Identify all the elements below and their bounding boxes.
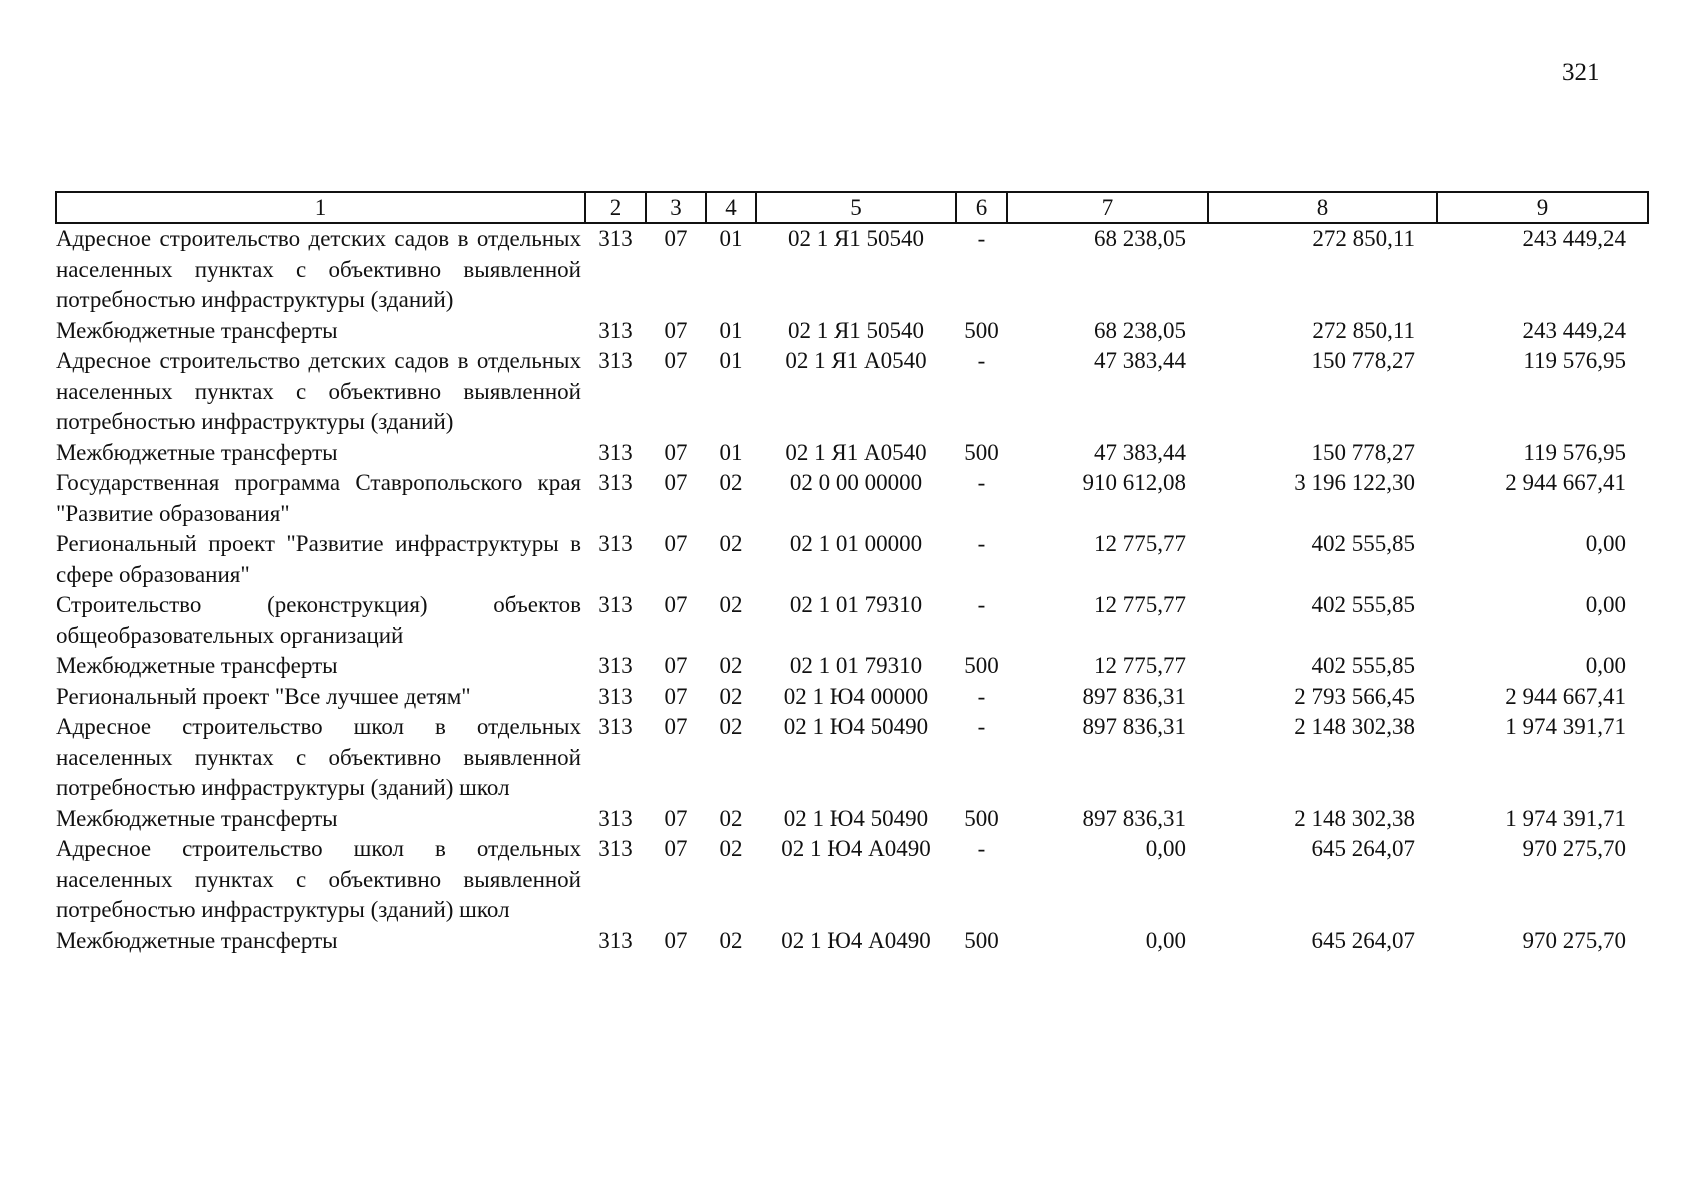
expense-type-cell: -: [977, 683, 986, 709]
target-article-cell: 02 1 Я1 50540: [787, 226, 925, 251]
amount-col9-cell: 1 974 391,71: [1505, 805, 1626, 831]
column-header: 4: [706, 192, 756, 223]
amount-col8-cell: 2 148 302,38: [1294, 805, 1415, 831]
expense-type-cell: 500: [964, 805, 999, 831]
amount-col9-cell: 2 944 667,41: [1505, 470, 1626, 495]
amount-col7-cell: 12 775,77: [1094, 653, 1186, 678]
amount-col8-cell: 2 148 302,38: [1294, 714, 1415, 739]
table-row: [56, 438, 1648, 469]
ministry-code-cell: 313: [598, 348, 633, 373]
subsection-code-cell: 02: [719, 805, 743, 831]
subsection-code-cell: 02: [719, 531, 743, 556]
amount-col7-cell: 12 775,77: [1094, 592, 1186, 617]
section-code-cell: 07: [664, 439, 688, 465]
amount-col7-cell: 897 836,31: [1082, 714, 1186, 739]
ministry-code-cell: 313: [598, 805, 633, 831]
row-name-cell: Межбюджетные трансферты: [56, 927, 338, 953]
subsection-code-cell: 01: [719, 226, 743, 251]
amount-col7-cell: 0,00: [1145, 836, 1186, 861]
ministry-code-cell: 313: [598, 653, 633, 678]
target-article-cell: 02 0 00 00000: [789, 470, 923, 495]
row-name-cell: Адресное строительство детских садов в отдельных населенных пунктах с объективно выявленной потребностью инфраструктуры (зданий): [56, 348, 581, 434]
expense-type-cell: -: [977, 836, 986, 861]
amount-col9-cell: 970 275,70: [1522, 836, 1626, 861]
ministry-code-cell: 313: [598, 531, 633, 556]
amount-col7-cell: 47 383,44: [1094, 348, 1186, 373]
amount-col8-cell: 645 264,07: [1311, 836, 1415, 861]
column-header: 2: [585, 192, 646, 223]
table-row: [56, 316, 1648, 347]
amount-col8-cell: 272 850,11: [1312, 226, 1415, 251]
table-row: [56, 529, 1648, 590]
target-article-cell: 02 1 Я1 50540: [787, 317, 925, 343]
row-name-cell: Адресное строительство детских садов в отдельных населенных пунктах с объективно выявленной потребностью инфраструктуры (зданий): [56, 226, 581, 312]
target-article-cell: 02 1 Ю4 50490: [783, 714, 929, 739]
amount-col9-cell: 1 974 391,71: [1505, 714, 1626, 739]
amount-col8-cell: 3 196 122,30: [1294, 470, 1415, 495]
row-name-cell: Адресное строительство школ в отдельных населенных пунктах с объективно выявленной потребностью инфраструктуры (зданий) школ: [56, 836, 581, 922]
amount-col7-cell: 12 775,77: [1094, 531, 1186, 556]
section-code-cell: 07: [664, 317, 688, 343]
amount-col8-cell: 402 555,85: [1311, 653, 1415, 678]
target-article-cell: 02 1 Ю4 50490: [783, 805, 929, 831]
amount-col8-cell: 645 264,07: [1311, 927, 1415, 953]
subsection-code-cell: 02: [719, 470, 743, 495]
ministry-code-cell: 313: [598, 836, 633, 861]
amount-col8-cell: 150 778,27: [1311, 348, 1415, 373]
amount-col7-cell: 68 238,05: [1094, 317, 1186, 343]
table-row: [56, 712, 1648, 804]
expense-type-cell: -: [977, 226, 986, 251]
table-row: [56, 682, 1648, 713]
subsection-code-cell: 02: [719, 683, 743, 709]
subsection-code-cell: 02: [719, 714, 743, 739]
section-code-cell: 07: [664, 653, 688, 678]
row-name-cell: Региональный проект "Развитие инфраструктуры в сфере образования": [56, 531, 581, 587]
row-name-cell: Межбюджетные трансферты: [56, 439, 338, 465]
page-number: 321: [1562, 59, 1600, 86]
expense-type-cell: 500: [964, 653, 999, 678]
table-row: [56, 346, 1648, 438]
subsection-code-cell: 02: [719, 592, 743, 617]
subsection-code-cell: 01: [719, 317, 743, 343]
table-row: [56, 468, 1648, 529]
amount-col9-cell: 243 449,24: [1522, 226, 1626, 251]
expense-type-cell: -: [977, 531, 986, 556]
subsection-code-cell: 01: [719, 439, 743, 465]
amount-col8-cell: 402 555,85: [1311, 592, 1415, 617]
ministry-code-cell: 313: [598, 683, 633, 709]
amount-col7-cell: 47 383,44: [1094, 439, 1186, 465]
expense-type-cell: -: [977, 470, 986, 495]
ministry-code-cell: 313: [598, 592, 633, 617]
target-article-cell: 02 1 Ю4 00000: [783, 683, 929, 709]
section-code-cell: 07: [664, 531, 688, 556]
amount-col9-cell: 970 275,70: [1522, 927, 1626, 953]
ministry-code-cell: 313: [598, 470, 633, 495]
target-article-cell: 02 1 01 00000: [789, 531, 923, 556]
section-code-cell: 07: [664, 683, 688, 709]
table-row: [56, 804, 1648, 835]
ministry-code-cell: 313: [598, 439, 633, 465]
amount-col9-cell: 2 944 667,41: [1505, 683, 1626, 709]
row-name-cell: Адресное строительство школ в отдельных населенных пунктах с объективно выявленной потребностью инфраструктуры (зданий) школ: [56, 714, 581, 800]
expense-type-cell: -: [977, 348, 986, 373]
row-name-cell: Региональный проект "Все лучшее детям": [56, 683, 471, 709]
budget-table: [55, 191, 1649, 956]
column-header: 5: [756, 192, 956, 223]
ministry-code-cell: 313: [598, 317, 633, 343]
subsection-code-cell: 02: [719, 653, 743, 678]
column-header: 9: [1437, 192, 1648, 223]
target-article-cell: 02 1 01 79310: [789, 592, 923, 617]
section-code-cell: 07: [664, 470, 688, 495]
ministry-code-cell: 313: [598, 927, 633, 953]
section-code-cell: 07: [664, 226, 688, 251]
amount-col9-cell: 0,00: [1585, 653, 1626, 678]
expense-type-cell: 500: [964, 317, 999, 343]
amount-col9-cell: 119 576,95: [1523, 348, 1626, 373]
section-code-cell: 07: [664, 592, 688, 617]
section-code-cell: 07: [664, 927, 688, 953]
column-header: 3: [646, 192, 706, 223]
row-name-cell: Межбюджетные трансферты: [56, 805, 338, 831]
row-name-cell: Строительство (реконструкция) объектов общеобразовательных организаций: [56, 592, 581, 648]
target-article-cell: 02 1 Я1 А0540: [785, 348, 927, 373]
ministry-code-cell: 313: [598, 226, 633, 251]
expense-type-cell: -: [977, 592, 986, 617]
subsection-code-cell: 01: [719, 348, 743, 373]
amount-col9-cell: 243 449,24: [1522, 317, 1626, 343]
amount-col8-cell: 150 778,27: [1311, 439, 1415, 465]
expense-type-cell: -: [977, 714, 986, 739]
target-article-cell: 02 1 01 79310: [789, 653, 923, 678]
column-header: 8: [1208, 192, 1437, 223]
amount-col7-cell: 68 238,05: [1094, 226, 1186, 251]
column-header: 7: [1007, 192, 1208, 223]
section-code-cell: 07: [664, 805, 688, 831]
header-row: [56, 192, 1648, 223]
target-article-cell: 02 1 Я1 А0540: [785, 439, 927, 465]
amount-col9-cell: 0,00: [1585, 592, 1626, 617]
target-article-cell: 02 1 Ю4 А0490: [781, 836, 931, 861]
subsection-code-cell: 02: [719, 836, 743, 861]
table-row: [56, 834, 1648, 926]
amount-col7-cell: 897 836,31: [1082, 683, 1186, 709]
amount-col8-cell: 2 793 566,45: [1294, 683, 1415, 709]
amount-col7-cell: 897 836,31: [1082, 805, 1186, 831]
row-name-cell: Межбюджетные трансферты: [56, 317, 338, 343]
table-row: [56, 223, 1648, 316]
ministry-code-cell: 313: [598, 714, 633, 739]
section-code-cell: 07: [664, 348, 688, 373]
table-row: [56, 651, 1648, 682]
amount-col9-cell: 119 576,95: [1523, 439, 1626, 465]
expense-type-cell: 500: [964, 439, 999, 465]
amount-col7-cell: 0,00: [1145, 927, 1186, 953]
expense-type-cell: 500: [964, 927, 999, 953]
column-header: 1: [56, 192, 585, 223]
table-row: [56, 590, 1648, 651]
column-header: 6: [956, 192, 1007, 223]
subsection-code-cell: 02: [719, 927, 743, 953]
row-name-cell: Межбюджетные трансферты: [56, 653, 338, 678]
amount-col8-cell: 272 850,11: [1312, 317, 1415, 343]
amount-col9-cell: 0,00: [1585, 531, 1626, 556]
target-article-cell: 02 1 Ю4 А0490: [781, 927, 931, 953]
table-body: [56, 223, 1648, 956]
amount-col8-cell: 402 555,85: [1311, 531, 1415, 556]
table-row: [56, 926, 1648, 957]
row-name-cell: Государственная программа Ставропольского края "Развитие образования": [56, 470, 581, 526]
amount-col7-cell: 910 612,08: [1082, 470, 1186, 495]
section-code-cell: 07: [664, 714, 688, 739]
section-code-cell: 07: [664, 836, 688, 861]
